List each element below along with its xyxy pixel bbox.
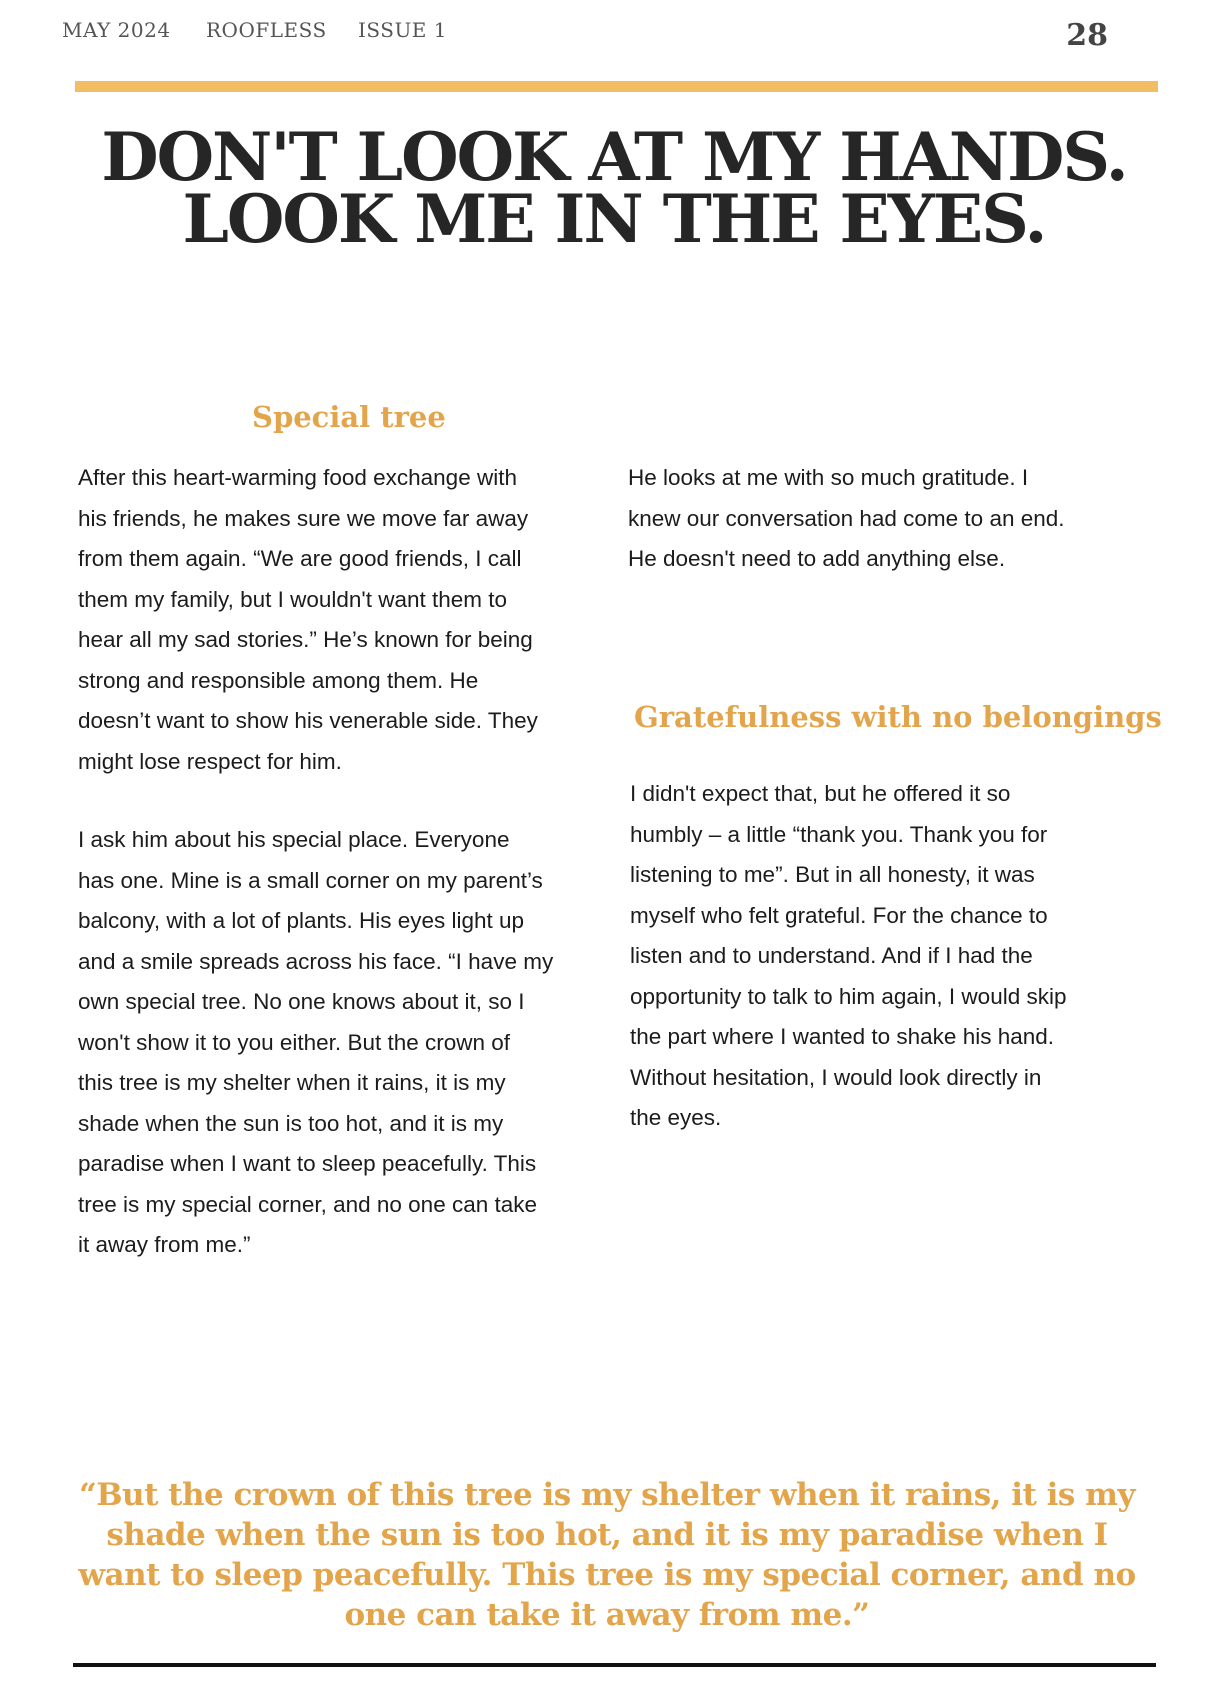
- right-paragraph-1: He looks at me with so much gratitude. I knew our conversation had come to an end. He doesn't need to add anything else.: [628, 465, 1065, 571]
- bottom-rule: [73, 1663, 1156, 1667]
- accent-rule: [75, 81, 1158, 92]
- article-headline: DON'T LOOK AT MY HANDS. LOOK ME IN THE EYES.: [101, 118, 1127, 258]
- pull-quote: “But the crown of this tree is my shelter when it rains, it is my shade when the sun is too hot, and it is my paradise when I want to sleep peacefully. This tree is my special corner, and no one can take it away from me.”: [78, 1477, 1136, 1633]
- page-number: 28: [1066, 18, 1108, 53]
- issue-date: MAY 2024: [62, 18, 171, 42]
- issue-number: ISSUE 1: [358, 18, 447, 42]
- section-heading-special-tree: Special tree: [252, 400, 446, 434]
- section-heading-gratefulness: Gratefulness with no belongings: [634, 700, 1162, 734]
- left-paragraph-2: I ask him about his special place. Everyone has one. Mine is a small corner on my parent’s balcony, with a lot of plants. His eyes light up and a smile spreads across his face. “I have my own special tree. No one knows about it, so I won't show it to you either. But the crown of this tree is my shelter when it rains, it is my shade when the sun is too hot, and it is my paradise when I want to sleep peacefully. This tree is my special corner, and no one can take it away from me.”: [78, 827, 554, 1257]
- magazine-name: ROOFLESS: [206, 18, 327, 42]
- right-paragraph-2: I didn't expect that, but he offered it so humbly – a little “thank you. Thank you for listening to me”. But in all honesty, it was myself who felt grateful. For the chance to listen and to understand. And if I had the opportunity to talk to him again, I would skip the part where I wanted to shake his hand. Without hesitation, I would look directly in the eyes.: [630, 781, 1067, 1130]
- left-paragraph-1: After this heart-warming food exchange with his friends, he makes sure we move far away from them again. “We are good friends, I call them my family, but I wouldn't want them to hear all my sad stories.” He’s known for being strong and responsible among them. He doesn’t want to show his venerable side. They might lose respect for him.: [78, 465, 538, 774]
